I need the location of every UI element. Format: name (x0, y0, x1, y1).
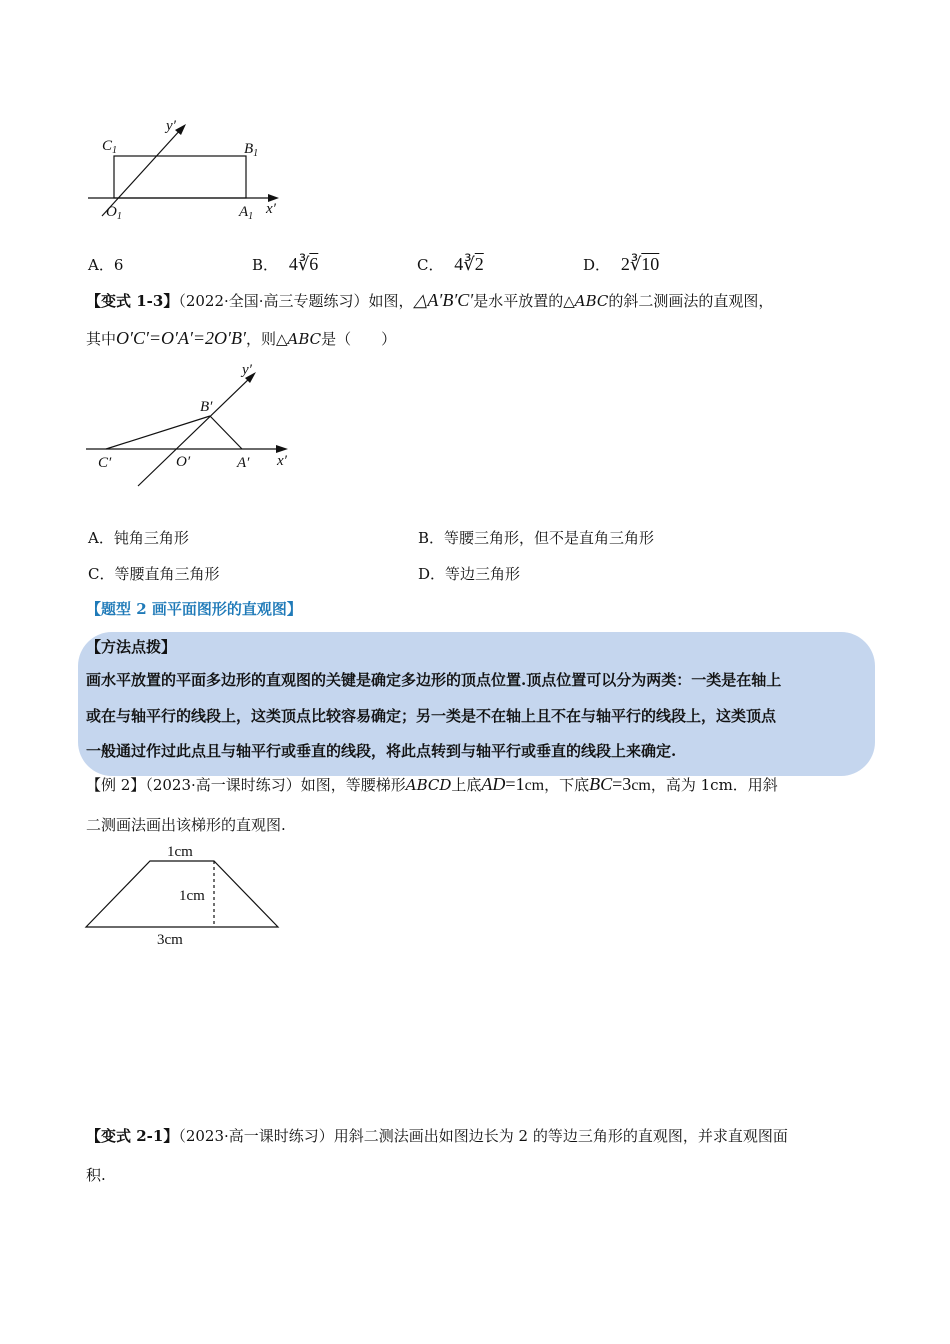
option-b: B． 4∛6 (252, 254, 319, 274)
variant-1-3-line1: 【变式 1-3】（2022·全国·高三专题练习）如图，△A′B′C′是水平放置的△ABC的斜二测画法的直观图， (86, 290, 774, 310)
label-o1: $O_1$ (106, 204, 122, 222)
label-x-prime: x′ (266, 201, 276, 217)
option-a: A．6 (88, 256, 124, 274)
option-d: D． 2∛10 (583, 254, 660, 274)
example-2-line1: 【例 2】（2023·高一课时练习）如图，等腰梯形ABCD上底AD=1cm，下底BC=3cm，高为 1cm．用斜 (86, 774, 778, 794)
label-y-prime: y′ (166, 118, 176, 134)
method-tip-line-1: 画水平放置的平面多边形的直观图的关键是确定多边形的顶点位置.顶点位置可以分为两类：一类是在轴上 (86, 671, 782, 689)
variant-2-1-line2: 积. (86, 1166, 106, 1184)
variant-2-1-line1: 【变式 2-1】（2023·高一课时练习）用斜二测法画出如图边长为 2 的等边三角形的直观图，并求直观图面 (86, 1127, 788, 1145)
label-x-prime: x′ (277, 453, 287, 469)
label-height: 1cm (179, 888, 205, 904)
figure-triangle-oblique (82, 358, 297, 493)
option-c: C． 4∛2 (417, 254, 484, 274)
label-o-prime: O′ (176, 454, 191, 470)
figure-rectangle-oblique (82, 112, 292, 227)
label-c1: $C_1$ (102, 138, 118, 156)
rectangle-o1a1b1c1 (114, 156, 246, 198)
variant-1-3-tag: 【变式 1-3】 (86, 292, 179, 310)
x-axis-arrow (276, 445, 288, 453)
label-bottom-base: 3cm (157, 932, 183, 948)
label-b1: $B_1$ (244, 141, 259, 159)
method-tip-line-3: 一般通过作过此点且与轴平行或垂直的线段，将此点转到与轴平行或垂直的线段上来确定. (86, 742, 677, 760)
label-b-prime: B′ (200, 399, 213, 415)
method-tip-line-2: 或在与轴平行的线段上，这类顶点比较容易确定；另一类是不在轴上且不在与轴平行的线段上，这类顶点 (86, 707, 777, 725)
variant-1-3-option-d: D．等边三角形 (418, 565, 521, 583)
variant-2-1-tag: 【变式 2-1】 (86, 1127, 179, 1145)
section-heading: 【题型 2 画平面图形的直观图】 (86, 600, 302, 618)
label-a1: $A_1$ (239, 204, 254, 222)
variant-1-3-option-c: C．等腰直角三角形 (88, 565, 220, 583)
example-2-line2: 二测画法画出该梯形的直观图. (86, 816, 286, 834)
side-cb (106, 416, 210, 449)
variant-1-3-option-a: A．钝角三角形 (88, 529, 189, 547)
label-a-prime: A′ (237, 455, 250, 471)
figure-trapezoid (82, 838, 287, 953)
example-2-tag: 【例 2】 (86, 776, 146, 794)
label-top-base: 1cm (167, 844, 193, 860)
method-tip-title: 【方法点拨】 (86, 638, 177, 656)
label-y-prime: y′ (242, 362, 252, 378)
label-c-prime: C′ (98, 455, 112, 471)
side-ba (210, 416, 242, 449)
variant-1-3-line2: 其中O′C′=O′A′=2O′B′，则△ABC是（ ） (86, 328, 397, 348)
variant-1-3-option-b: B．等腰三角形，但不是直角三角形 (418, 529, 655, 547)
y-axis-line (138, 376, 252, 486)
